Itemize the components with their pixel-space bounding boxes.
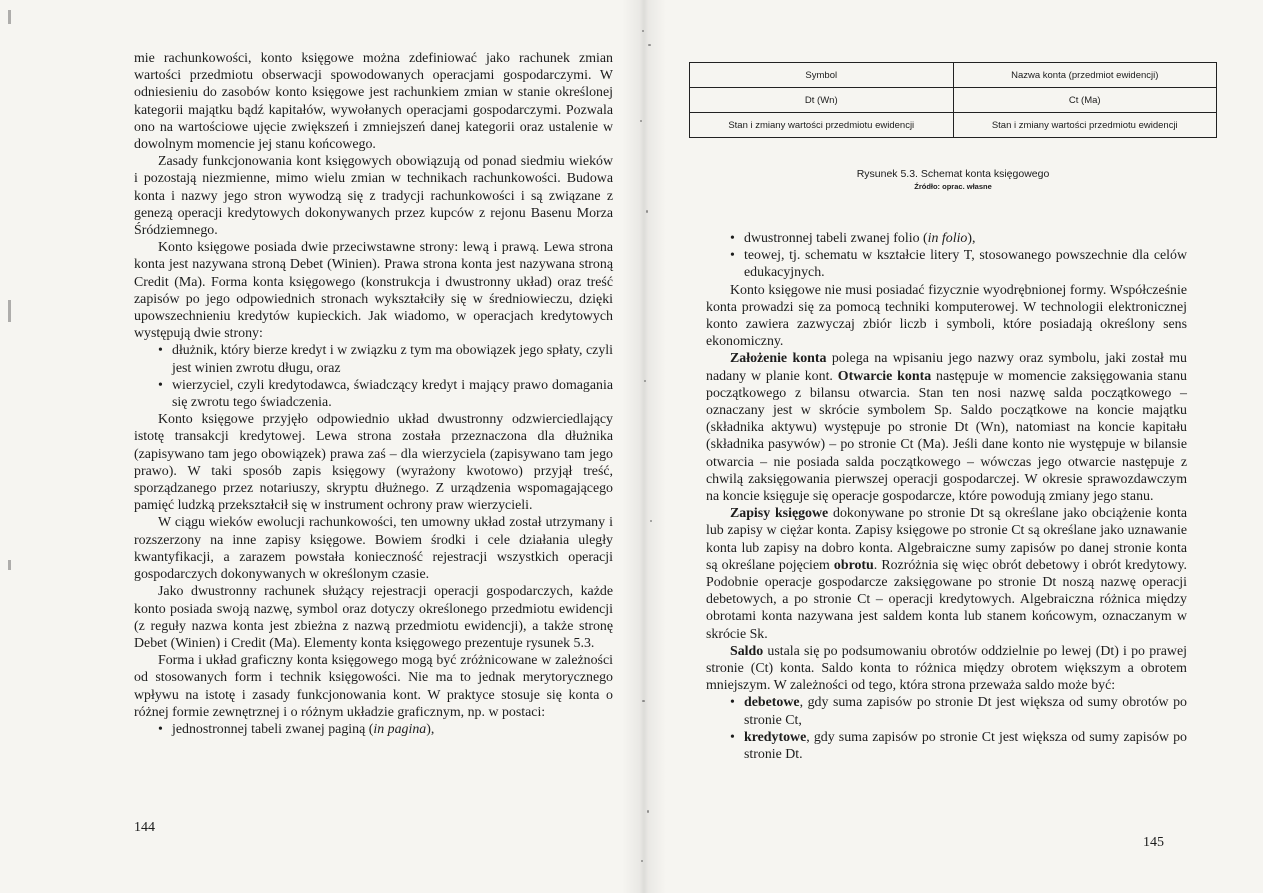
paragraph: Konto księgowe przyjęło odpowiednio układ dwustronny odzwierciedlający istotę transakcji kredytowej. Lewa strona została przeznaczona dla dłużnika (zapisywano tam jego obowiązek) prawa zaś – dla wierzyciela (zapisywano tam jego prawo). W taki sposób zapis księgowy (wyrażony kwotowo) przyjął treść, sporządzanego przez notariuszy, skryptu dłużnego. Z urządzenia wspomagającego pamięć ludzką przekształcił się w instrument ochrony praw wierzycieli. [134,412,613,514]
bullet-list [706,694,1187,763]
paragraph: Zasady funkcjonowania kont księgowych obowiązują od ponad siedmiu wieków i pozostają niezmienne, mimo wielu zmian w technikach rachunkowości. Budowa konta i nazwy jego stron wywodzą się z tradycji rachunkowości i są związane z genezą operacji kredytowych dokonywanych przez kupców z rejonu Basenu Morza Śródziemnego. [134,154,613,239]
paragraph: Konto księgowe nie musi posiadać fizycznie wyodrębnionej formy. Współcześnie konta prowadzi się za pomocą techniki komputerowej. W technologii elektronicznej konto zawiera zazwyczaj zbiór liczb i symboli, które posiadają określony sens ekonomiczny. [706,282,1187,350]
page-number: 145 [1143,835,1164,850]
paragraph-text: . Rozróżnia się więc obrót debetowy i obrót kredytowy. Podobnie operacje gospodarcze zaksięgowane po stronie Dt noszą nazwę operacji debetowych, a po stronie Ct – operacji kredytowych. Algebraiczna różnica między obrotami konta nazywana jest saldem konta lub stanem końcowym, oznaczanym w skrócie Sk. [706,557,1187,642]
list-item-italic: in pagina [373,721,427,737]
paragraph: W ciągu wieków ewolucji rachunkowości, ten umowny układ został utrzymany i rozszerzony na inne zapisy księgowe. Bowiem środki i cele działania uległy kwantyfikacji, a zarazem powstała konieczność rejestracji wszystkich operacji gospodarczych dokonywanych w określonym czasie. [134,515,613,583]
bullet-list [134,721,613,738]
left-text-column [134,50,613,738]
list-item-text: , gdy suma zapisów po stronie Dt jest większa od sumy obrotów po stronie Ct, [744,695,1187,728]
table-row [690,113,1217,138]
bold-term: Saldo [730,643,764,659]
list-item [158,721,613,738]
table-cell: Nazwa konta (przedmiot ewidencji) [953,63,1217,88]
paragraph: Konto księgowe posiada dwie przeciwstawne strony: lewą i prawą. Lewa strona konta jest nazywana stroną Debet (Winien). Prawa strona konta jest nazywana stroną Credit (Ma). Forma konta księgowego (konstrukcja i dwustronny układ) oraz treść zapisów po jego odpowiednich stronach wykształciły się w średniowieczu, dzięki upowszechnieniu kredytów kupieckich. Jak wiadomo, w operacjach kredytowych występują dwie strony: [134,240,613,342]
table-cell: Ct (Ma) [953,88,1217,113]
list-item-text: , gdy suma zapisów po stronie Ct jest większa od sumy zapisów po stronie Dt. [744,729,1187,763]
paragraph: Jako dwustronny rachunek służący rejestracji operacji gospodarczych, każde konto posiada swoją nazwę, symbol oraz dotyczy określonego przedmiotu ewidencji (z reguły nazwa konta jest zbieżna z nazwą przedmiotu ewidencji), a także stronę Debet (Winien) i Credit (Ma). Elementy konta księgowego prezentuje rysunek 5.3. [134,584,613,651]
account-scheme-table [689,62,1217,138]
paragraph: Forma i układ graficzny konta księgowego mogą być zróżnicowane w zależności od stosowanych form i technik księgowości. Nie ma to jednak merytorycznego wpływu na istotę i zasady funkcjonowania kont. W praktyce stosuje się konta o różnej formie zewnętrznej i o różnym układzie graficznym, np. w postaci: [134,653,613,720]
figure-caption [689,168,1217,191]
paragraph [706,505,1187,643]
right-text-column [706,230,1187,763]
list-item [730,694,1187,728]
list-item-text: ), [426,721,435,737]
table-row [690,63,1217,88]
bullet-list [706,230,1187,282]
list-item-text: ), [967,231,976,246]
list-item [730,230,1187,247]
table-cell: Stan i zmiany wartości przedmiotu ewidencji [953,113,1217,138]
bold-term: kredytowe [744,729,807,745]
page-number: 144 [134,820,155,835]
bullet-list [134,342,613,411]
list-item: • dłużnik, który bierze kredyt i w związku z tym ma obowiązek jego spłaty, czyli jest winien zwrotu długu, oraz [158,342,613,376]
caption-title: Rysunek 5.3. Schemat konta księgowego [856,168,1050,180]
table-cell: Symbol [690,63,954,88]
bold-term: Otwarcie konta [837,368,932,384]
list-item [730,729,1187,763]
caption-source: Źródło: oprac. własne [914,182,992,191]
right-page [645,0,1263,893]
table-cell: Stan i zmiany wartości przedmiotu ewidencji [690,113,954,138]
table-cell: Dt (Wn) [690,88,954,113]
paragraph-text: polega na wpisaniu jego nazwy oraz symbolu, jaki został mu nadany w planie kont. [706,351,1187,384]
paragraph [706,643,1187,695]
bold-term: Założenie konta [730,351,827,367]
paragraph: mie rachunkowości, konto księgowe można zdefiniować jako rachunek zmian wartości przedmiotu obserwacji spowodowanych operacjami gospodarczymi. W odniesieniu do zasobów konto księgowe jest rachunkiem zmian w stanie określonej kategorii majątku bądź kapitałów, wywołanych operacjami gospodarczymi. Pozwala ono na wartościowe ujęcie zwiększeń i zmniejszeń danej kategorii oraz ustalenie w dowolnym momencie jej stanu końcowego. [134,51,613,153]
table-row [690,88,1217,113]
list-item: • wierzyciel, czyli kredytodawca, świadczący kredyt i mający prawo domagania się zwrotu tego świadczenia. [158,377,613,411]
list-item-text: jednostronnej tabeli zwanej paginą ( [172,721,374,737]
paragraph-text: ustala się po podsumowaniu obrotów oddzielnie po lewej (Dt) i po prawej stronie (Ct) konta. Saldo konta to różnica między obrotem większym a obrotem mniejszym. W zależności od tego, która strona przeważa saldo może być: [706,643,1187,694]
paragraph-text: następuje w momencie zaksięgowania stanu początkowego z bilansu otwarcia. Stan ten nosi nazwę salda początkowego – oznaczany jest w skrócie symbolem Sp. Saldo początkowe na koncie majątku (składnika aktywu) występuje po stronie Dt (Wn), natomiast na koncie kapitału (składnika pasywów) – po stronie Ct (Ma). Jeśli dane konto nie występuje w bilansie otwarcia – nie posiada salda początkowego – wówczas jego otwarcie następuje z chwilą zaksięgowania pierwszej operacji gospodarczej. W okresie sprawozdawczym na koncie księguje się operacje gospodarcze, które powodują zmiany jego stanu. [706,368,1187,505]
paragraph [706,350,1187,505]
list-item: • teowej, tj. schematu w kształcie litery T, stosowanego powszechnie dla celów edukacyjnych. [730,247,1187,281]
bold-term: Zapisy księgowe [730,506,829,522]
paragraph-text: dokonywane po stronie Dt są określane jako obciążenie konta lub zapisy w ciężar konta. Zapisy księgowe po stronie Ct są określane jako uznawanie konta lub zapisy na dobro konta. Algebraiczne sumy zapisów po danej stronie konta są określane pojęciem [706,506,1187,573]
bold-term: obrotu [833,557,874,573]
bold-term: debetowe [744,695,800,711]
list-item-italic: in folio [927,231,968,246]
list-item-text: dwustronnej tabeli zwanej folio ( [744,231,928,246]
